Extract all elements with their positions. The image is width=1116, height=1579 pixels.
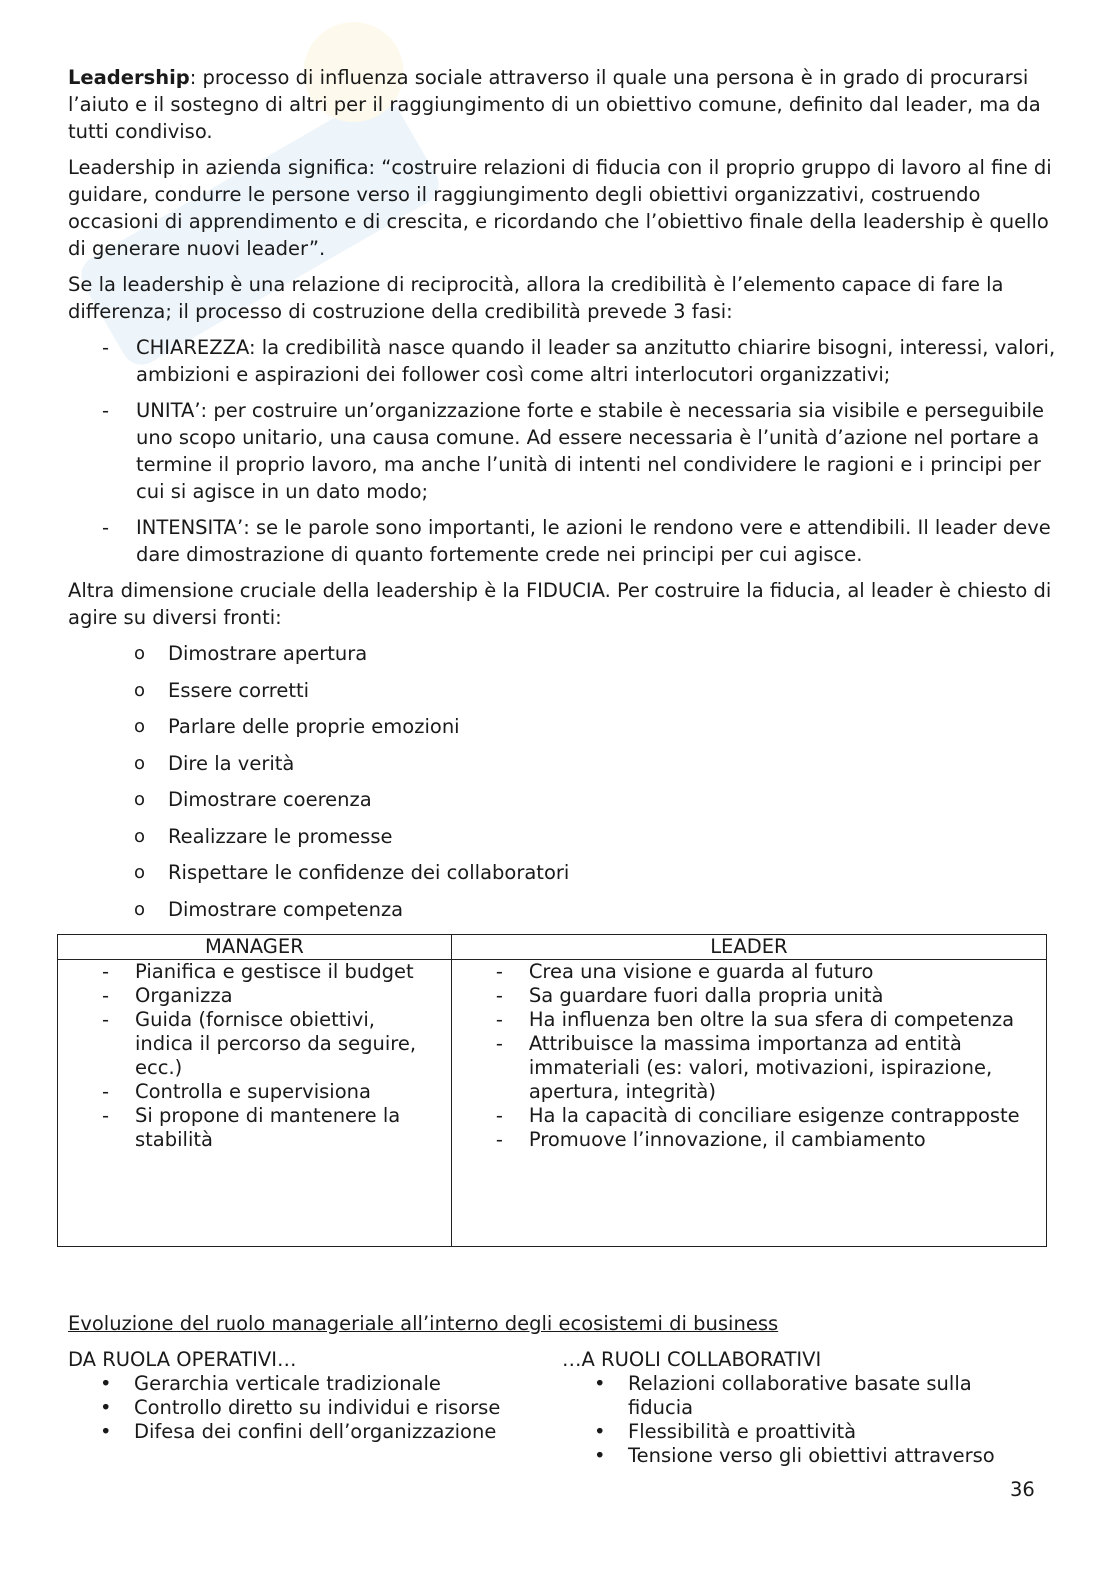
list-item: • Flessibilità e proattività	[562, 1420, 1042, 1444]
list-item: • Controllo diretto su individui e risorse	[68, 1396, 548, 1420]
list-item: • Difesa dei confini dell’organizzazione	[68, 1420, 548, 1444]
paragraph-credibilita: Se la leadership è una relazione di reciprocità, allora la credibilità è l’elemento capace di fare la differenza; il processo di costruzione della credibilità prevede 3 fasi:	[68, 273, 1004, 323]
leader-cell	[451, 960, 1046, 1247]
main-text	[68, 64, 1058, 932]
leader-item: - Ha la capacità di conciliare esigenze contrapposte	[452, 1104, 1046, 1128]
left-heading: DA RUOLA OPERATIVI…	[68, 1348, 297, 1371]
manager-item: - Si propone di mantenere la stabilità	[58, 1104, 451, 1152]
manager-item: - Guida (fornisce obiettivi, indica il percorso da seguire, ecc.)	[58, 1008, 451, 1080]
page-number: 36	[1010, 1478, 1035, 1501]
left-list	[68, 1372, 548, 1444]
leader-item: - Promuove l’innovazione, il cambiamento	[452, 1128, 1046, 1152]
fronte-item: o Essere corretti	[68, 677, 1058, 704]
manager-item: - Controlla e supervisiona	[58, 1080, 451, 1104]
list-item: • Gerarchia verticale tradizionale	[68, 1372, 548, 1396]
fase-intensita: - INTENSITA’: se le parole sono importanti, le azioni le rendono vere e attendibili. Il leader deve dare dimostrazione di quanto fortemente crede nei principi per cui agisce.	[68, 514, 1058, 568]
list-item: • Tensione verso gli obiettivi attraverso	[562, 1444, 1042, 1468]
fase-unita: - UNITA’: per costruire un’organizzazione forte e stabile è necessaria sia visibile e perseguibile uno scopo unitario, una causa comune. Ad essere necessaria è l’unità d’azione nel portare a termine il proprio lavoro, ma anche l’unità di intenti nel condividere le ragioni e i principi per cui si agisce in un dato modo;	[68, 397, 1058, 505]
paragraph-fiducia: Altra dimensione cruciale della leadership è la FIDUCIA. Per costruire la fiducia, al leader è chiesto di agire su diversi fronti:	[68, 579, 1052, 629]
fasi-list	[68, 334, 1058, 568]
table-header-row	[58, 935, 1047, 960]
leader-list	[452, 960, 1046, 1152]
fronte-item: o Dire la verità	[68, 750, 1058, 777]
right-list	[562, 1372, 1042, 1468]
leader-header: LEADER	[451, 935, 1046, 960]
manager-item: - Organizza	[58, 984, 451, 1008]
right-column	[562, 1348, 1042, 1468]
evoluzione-columns	[68, 1348, 1058, 1478]
fronte-item: o Rispettare le confidenze dei collaboratori	[68, 859, 1058, 886]
fronte-item: o Dimostrare coerenza	[68, 786, 1058, 813]
fronte-item: o Parlare delle proprie emozioni	[68, 713, 1058, 740]
leadership-definition-text: : processo di influenza sociale attraverso il quale una persona è in grado di procurarsi l’aiuto e il sostegno di altri per il raggiungimento di un obiettivo comune, definito dal leader, ma da tutti condiviso.	[68, 66, 1041, 143]
manager-item: - Pianifica e gestisce il budget	[58, 960, 451, 984]
manager-list	[58, 960, 451, 1152]
leader-item: - Sa guardare fuori dalla propria unità	[452, 984, 1046, 1008]
leader-item: - Ha influenza ben oltre la sua sfera di competenza	[452, 1008, 1046, 1032]
fase-chiarezza: - CHIAREZZA: la credibilità nasce quando il leader sa anzitutto chiarire bisogni, interessi, valori, ambizioni e aspirazioni dei follower così come altri interlocutori organizzativi;	[68, 334, 1058, 388]
manager-leader-table	[57, 934, 1047, 1247]
list-item: • Relazioni collaborative basate sulla fiducia	[562, 1372, 1042, 1420]
manager-cell	[58, 960, 452, 1247]
leader-item: - Attribuisce la massima importanza ad entità immateriali (es: valori, motivazioni, ispirazione, apertura, integrità)	[452, 1032, 1046, 1104]
evoluzione-title: Evoluzione del ruolo manageriale all’interno degli ecosistemi di business	[68, 1312, 779, 1335]
fronte-item: o Realizzare le promesse	[68, 823, 1058, 850]
evoluzione-section	[68, 1312, 1058, 1478]
table-row	[58, 960, 1047, 1247]
paragraph-azienda: Leadership in azienda significa: “costruire relazioni di fiducia con il proprio gruppo di lavoro al fine di guidare, condurre le persone verso il raggiungimento degli obiettivi organizzativi, costruendo occasioni di apprendimento e di crescita, e ricordando che l’obiettivo finale della leadership è quello di generare nuovi leader”.	[68, 156, 1052, 260]
right-heading: …A RUOLI COLLABORATIVI	[562, 1348, 822, 1371]
fronte-item: o Dimostrare competenza	[68, 896, 1058, 923]
leadership-term: Leadership	[68, 66, 190, 89]
leadership-definition	[68, 64, 1058, 145]
left-column	[68, 1348, 548, 1444]
manager-header: MANAGER	[58, 935, 452, 960]
leader-item: - Crea una visione e guarda al futuro	[452, 960, 1046, 984]
fronti-list	[68, 640, 1058, 923]
fronte-item: o Dimostrare apertura	[68, 640, 1058, 667]
